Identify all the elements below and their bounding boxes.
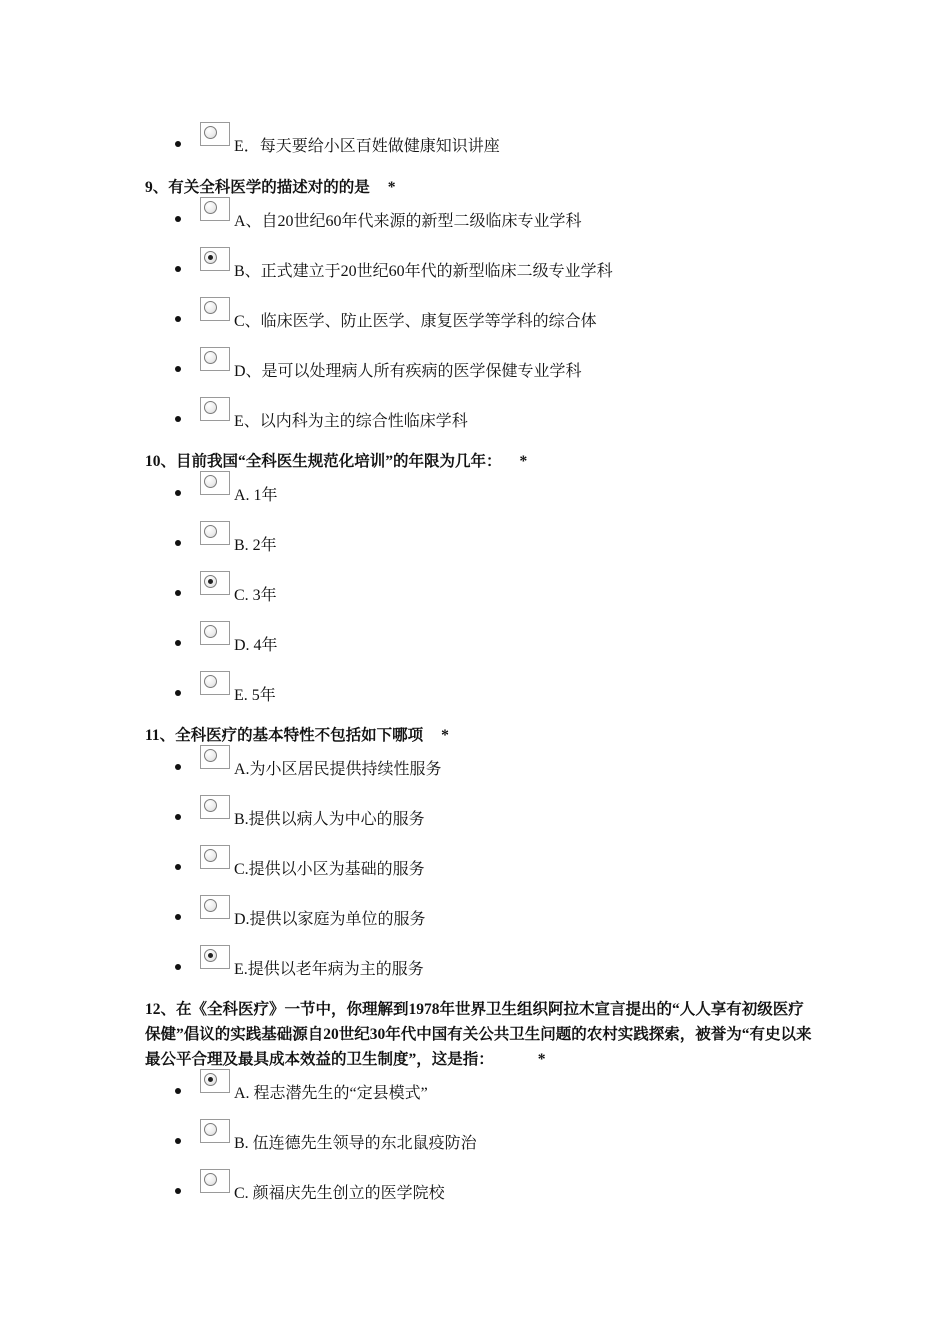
option-q9-b[interactable] — [175, 250, 613, 280]
bullet-icon — [175, 1138, 181, 1144]
bullet-icon — [175, 216, 181, 222]
radio-unchecked-icon — [204, 301, 217, 314]
question-title-9: 9、有关全科医学的描述对的的是 * — [145, 179, 396, 196]
option-label: A、自20世纪60年代来源的新型二级临床专业学科 — [234, 212, 582, 230]
radio-unchecked-icon — [204, 126, 217, 139]
option-q11-a[interactable] — [175, 748, 442, 778]
option-label: C. 3年 — [234, 586, 277, 604]
option-label: D、是可以处理病人所有疾病的医学保健专业学科 — [234, 362, 582, 380]
radio-unchecked-icon — [204, 201, 217, 214]
option-q9-a[interactable] — [175, 200, 582, 230]
option-q11-e[interactable] — [175, 948, 424, 978]
radio-checked-icon — [204, 949, 217, 962]
radio-button[interactable] — [200, 895, 230, 919]
option-label: E.提供以老年病为主的服务 — [234, 960, 424, 978]
radio-button[interactable] — [200, 795, 230, 819]
bullet-icon — [175, 416, 181, 422]
radio-unchecked-icon — [204, 625, 217, 638]
option-label: B. 2年 — [234, 536, 277, 554]
bullet-icon — [175, 964, 181, 970]
question-title-10: 10、目前我国“全科医生规范化培训”的年限为几年： * — [145, 453, 528, 470]
radio-button[interactable] — [200, 471, 230, 495]
bullet-icon — [175, 590, 181, 596]
radio-button[interactable] — [200, 745, 230, 769]
bullet-icon — [175, 540, 181, 546]
radio-unchecked-icon — [204, 351, 217, 364]
option-label: A.为小区居民提供持续性服务 — [234, 760, 442, 778]
radio-unchecked-icon — [204, 899, 217, 912]
radio-button[interactable] — [200, 347, 230, 371]
radio-button[interactable] — [200, 521, 230, 545]
radio-unchecked-icon — [204, 1123, 217, 1136]
option-q11-b[interactable] — [175, 798, 425, 828]
option-label: B. 伍连德先生领导的东北鼠疫防治 — [234, 1134, 477, 1152]
bullet-icon — [175, 316, 181, 322]
required-marker: * — [537, 1051, 546, 1068]
radio-button[interactable] — [200, 247, 230, 271]
radio-unchecked-icon — [204, 675, 217, 688]
radio-checked-icon — [204, 1073, 217, 1086]
radio-unchecked-icon — [204, 525, 217, 538]
option-q9-c[interactable] — [175, 300, 597, 330]
option-q11-d[interactable] — [175, 898, 426, 928]
radio-button[interactable] — [200, 397, 230, 421]
bullet-icon — [175, 914, 181, 920]
radio-button[interactable] — [200, 1169, 230, 1193]
option-label: C.提供以小区为基础的服务 — [234, 860, 425, 878]
bullet-icon — [175, 864, 181, 870]
radio-button[interactable] — [200, 671, 230, 695]
option-label: D. 4年 — [234, 636, 278, 654]
bullet-icon — [175, 640, 181, 646]
radio-checked-icon — [204, 251, 217, 264]
radio-button[interactable] — [200, 1119, 230, 1143]
radio-button[interactable] — [200, 122, 230, 146]
option-q10-d[interactable] — [175, 624, 278, 654]
radio-unchecked-icon — [204, 749, 217, 762]
option-q9-d[interactable] — [175, 350, 582, 380]
bullet-icon — [175, 141, 181, 147]
radio-button[interactable] — [200, 621, 230, 645]
radio-unchecked-icon — [204, 849, 217, 862]
required-marker: * — [441, 727, 449, 744]
bullet-icon — [175, 1088, 181, 1094]
radio-unchecked-icon — [204, 1173, 217, 1186]
radio-unchecked-icon — [204, 475, 217, 488]
option-label: E．每天要给小区百姓做健康知识讲座 — [234, 137, 500, 155]
required-marker: * — [387, 179, 396, 196]
radio-button[interactable] — [200, 1069, 230, 1093]
option-label: B、正式建立于20世纪60年代的新型临床二级专业学科 — [234, 262, 613, 280]
option-label: C、临床医学、防止医学、康复医学等学科的综合体 — [234, 312, 597, 330]
bullet-icon — [175, 490, 181, 496]
radio-button[interactable] — [200, 571, 230, 595]
option-label: B.提供以病人为中心的服务 — [234, 810, 425, 828]
option-q10-a[interactable] — [175, 474, 278, 504]
option-label: D.提供以家庭为单位的服务 — [234, 910, 426, 928]
option-q9-e[interactable] — [175, 400, 468, 430]
radio-button[interactable] — [200, 945, 230, 969]
option-q12-a[interactable] — [175, 1072, 428, 1102]
bullet-icon — [175, 764, 181, 770]
radio-unchecked-icon — [204, 401, 217, 414]
option-label: E. 5年 — [234, 686, 276, 704]
option-label: A. 1年 — [234, 486, 278, 504]
bullet-icon — [175, 266, 181, 272]
option-q8-e[interactable] — [175, 125, 500, 155]
bullet-icon — [175, 366, 181, 372]
option-label: E、以内科为主的综合性临床学科 — [234, 412, 468, 430]
option-q10-b[interactable] — [175, 524, 277, 554]
option-q12-c[interactable] — [175, 1172, 445, 1202]
question-title-11: 11、全科医疗的基本特性不包括如下哪项 * — [145, 727, 449, 744]
radio-checked-icon — [204, 575, 217, 588]
required-marker: * — [519, 453, 528, 470]
option-q11-c[interactable] — [175, 848, 425, 878]
option-q10-c[interactable] — [175, 574, 277, 604]
bullet-icon — [175, 1188, 181, 1194]
option-q10-e[interactable] — [175, 674, 276, 704]
radio-button[interactable] — [200, 297, 230, 321]
option-q12-b[interactable] — [175, 1122, 477, 1152]
bullet-icon — [175, 814, 181, 820]
radio-button[interactable] — [200, 845, 230, 869]
radio-unchecked-icon — [204, 799, 217, 812]
option-label: A. 程志潜先生的“定县模式” — [234, 1084, 428, 1102]
question-title-12: 12、在《全科医疗》一节中，你理解到1978年世界卫生组织阿拉木宣言提出的“人人享有初级医疗保健”倡议的实践基础源自20世纪30年代中国有关公共卫生问题的农村实践探索，被誉为“有史以来最公平合理及最具成本效益的卫生制度”，这是指： * — [145, 1001, 812, 1068]
radio-button[interactable] — [200, 197, 230, 221]
bullet-icon — [175, 690, 181, 696]
option-label: C. 颜福庆先生创立的医学院校 — [234, 1184, 445, 1202]
